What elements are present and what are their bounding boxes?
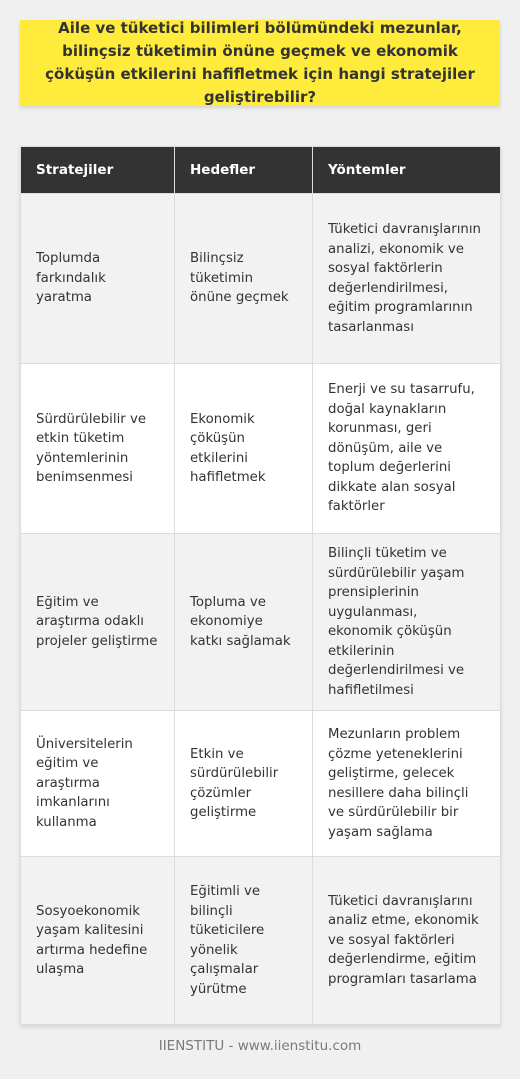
goal-cell: Etkin ve sürdürülebilir çözümler geliştirme (175, 711, 313, 857)
method-cell: Tüketici davranışlarını analiz etme, ekonomik ve sosyal faktörleri değerlendirme, eğitim programları tasarlama (313, 857, 501, 1025)
title-banner (20, 20, 500, 106)
method-cell: Enerji ve su tasarrufu, doğal kaynakların korunması, geri dönüşüm, aile ve toplum değerlerini dikkate alan sosyal faktörler (313, 364, 501, 534)
strategy-cell: Üniversitelerin eğitim ve araştırma imkanlarını kullanma (21, 711, 175, 857)
table-row (21, 711, 501, 857)
strategy-cell: Sürdürülebilir ve etkin tüketim yöntemlerinin benimsenmesi (21, 364, 175, 534)
table-row (21, 534, 501, 711)
method-cell: Tüketici davranışlarının analizi, ekonomik ve sosyal faktörlerin değerlendirilmesi, eğitim programlarının tasarlanması (313, 194, 501, 364)
table-row (21, 364, 501, 534)
goal-cell: Topluma ve ekonomiye katkı sağlamak (175, 534, 313, 711)
page-title: Aile ve tüketici bilimleri bölümündeki mezunlar, bilinçsiz tüketimin önüne geçmek ve ekonomik çöküşün etkilerini hafifletmek için hangi stratejiler geliştirebilir? (45, 19, 475, 106)
table-row (21, 194, 501, 364)
strategy-cell: Toplumda farkındalık yaratma (21, 194, 175, 364)
method-cell: Bilinçli tüketim ve sürdürülebilir yaşam prensiplerinin uygulanması, ekonomik çöküşün etkilerinin değerlendirilmesi ve hafifletilmesi (313, 534, 501, 711)
strategy-cell: Eğitim ve araştırma odaklı projeler geliştirme (21, 534, 175, 711)
goal-cell: Eğitimli ve bilinçli tüketicilere yönelik çalışmalar yürütme (175, 857, 313, 1025)
method-cell: Mezunların problem çözme yeteneklerini geliştirme, gelecek nesillere daha bilinçli ve sürdürülebilir bir yaşam sağlama (313, 711, 501, 857)
footer-credit: IIENSTITU - www.iienstitu.com (158, 1038, 362, 1054)
goal-cell: Ekonomik çöküşün etkilerini hafifletmek (175, 364, 313, 534)
column-header-methods: Yöntemler (313, 147, 501, 194)
goal-cell: Bilinçsiz tüketimin önüne geçmek (175, 194, 313, 364)
strategy-table (20, 146, 501, 1025)
column-header-strategies: Stratejiler (21, 147, 175, 194)
table-header-row (21, 147, 501, 194)
table-row (21, 857, 501, 1025)
column-header-goals: Hedefler (175, 147, 313, 194)
strategy-cell: Sosyoekonomik yaşam kalitesini artırma hedefine ulaşma (21, 857, 175, 1025)
